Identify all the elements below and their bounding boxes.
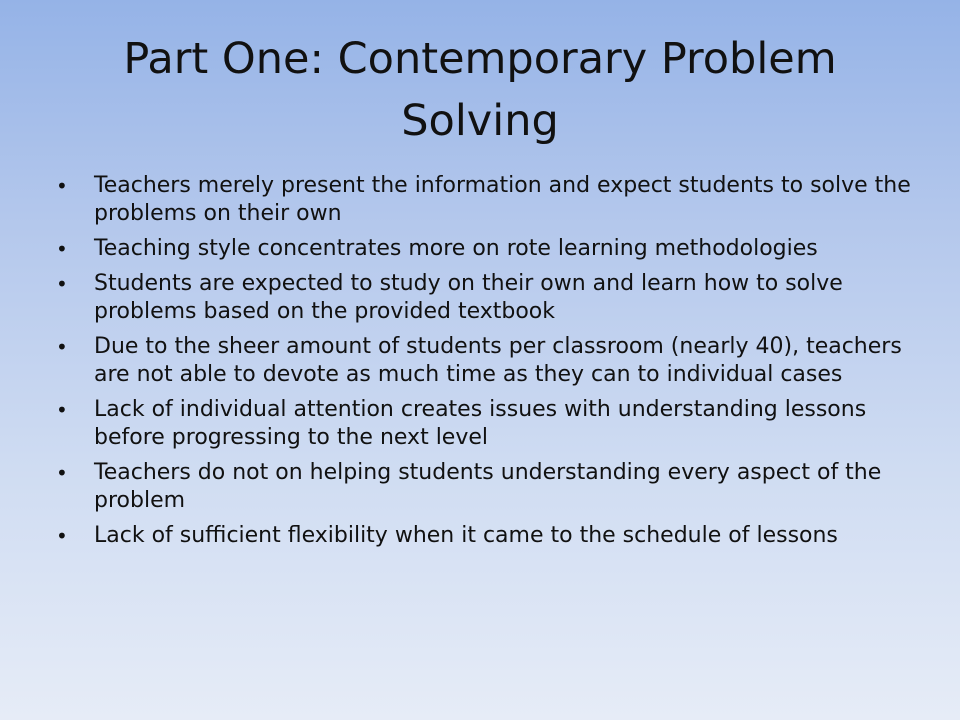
bullet-dot-icon: • — [56, 461, 68, 485]
bullet-item — [52, 396, 912, 452]
bullet-dot-icon: • — [56, 174, 68, 198]
bullet-dot-icon: • — [56, 237, 68, 261]
bullet-item — [52, 333, 912, 389]
bullet-text: Teachers do not on helping students understanding every aspect of the problem — [94, 460, 882, 513]
slide-title: Part One: Contemporary Problem Solving — [123, 34, 837, 146]
bullet-item — [52, 522, 912, 550]
bullet-item — [52, 172, 912, 228]
bullet-item — [52, 270, 912, 326]
bullet-text: Teachers merely present the information and expect students to solve the problems on their own — [94, 173, 911, 226]
bullet-item — [52, 235, 912, 263]
bullet-text: Lack of individual attention creates issues with understanding lessons before progressing to the next level — [94, 397, 867, 450]
bullet-dot-icon: • — [56, 335, 68, 359]
bullet-item — [52, 459, 912, 515]
bullet-text: Lack of sufficient flexibility when it came to the schedule of lessons — [94, 523, 838, 548]
bullet-dot-icon: • — [56, 398, 68, 422]
bullet-dot-icon: • — [56, 272, 68, 296]
bullet-dot-icon: • — [56, 524, 68, 548]
bullet-text: Due to the sheer amount of students per classroom (nearly 40), teachers are not able to devote as much time as they can to individual cases — [94, 334, 902, 387]
bullet-text: Students are expected to study on their own and learn how to solve problems based on the provided textbook — [94, 271, 843, 324]
bullet-list — [52, 172, 912, 557]
bullet-text: Teaching style concentrates more on rote learning methodologies — [94, 236, 818, 261]
